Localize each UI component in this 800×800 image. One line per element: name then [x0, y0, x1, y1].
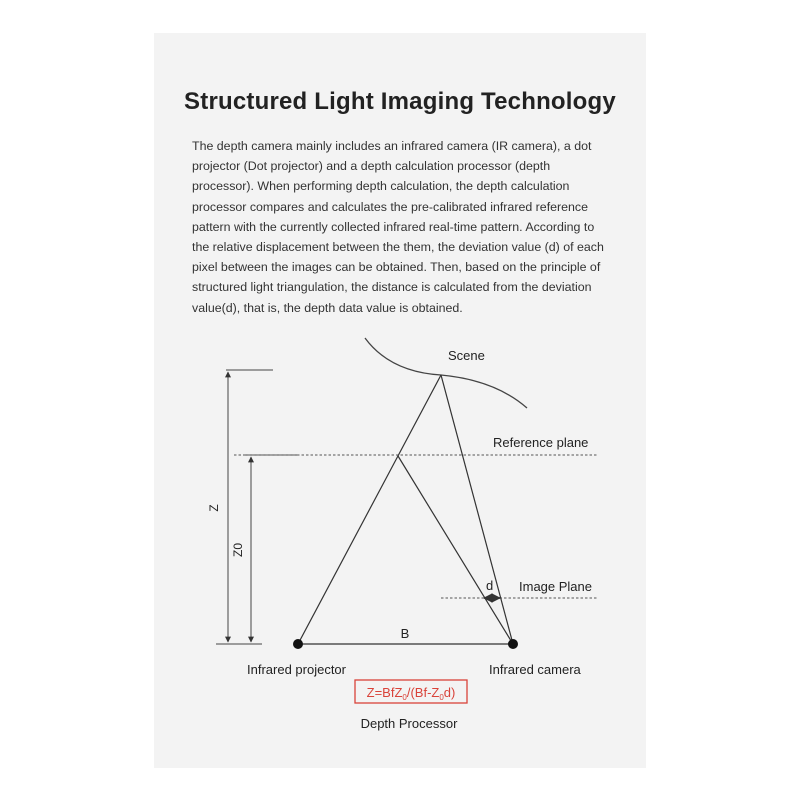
- projector-label: Infrared projector: [247, 662, 346, 677]
- formula: $Z=BfZ_0/(Bf-Z_0d)$: [366, 685, 456, 702]
- d-label: d: [486, 578, 494, 593]
- z0-label: Z0: [231, 542, 245, 558]
- page-title: Structured Light Imaging Technology: [184, 88, 616, 115]
- camera-label: Infrared camera: [489, 662, 581, 677]
- reference-to-camera-ray: [398, 456, 513, 644]
- scene-curve: [365, 338, 527, 408]
- image-plane-label: Image Plane: [519, 579, 592, 594]
- description-text: The depth camera mainly includes an infrared camera (IR camera), a dot projector (Dot projector) and a depth calculation processor (depth processor). When performing depth calculation, the depth calculation processor compares and calculates the pre-calibrated infrared reference pattern with the currently collected infrared real-time pattern. According to the relative displacement between the them, the deviation value (d) of each pixel between the images can be obtained. Then, based on the principle of structured light triangulation, the distance is calculated from the deviation value(d), that is, the depth data value is obtained.: [192, 139, 604, 315]
- z-label: Z: [207, 504, 221, 512]
- camera-dot: [508, 639, 518, 649]
- reference-plane-label: Reference plane: [493, 435, 589, 450]
- scene-label: Scene: [448, 348, 485, 363]
- projector-dot: [293, 639, 303, 649]
- baseline-label: B: [400, 626, 410, 641]
- scene-to-camera-ray: [441, 375, 513, 644]
- processor-label: Depth Processor: [360, 716, 458, 731]
- projector-ray: [298, 375, 441, 644]
